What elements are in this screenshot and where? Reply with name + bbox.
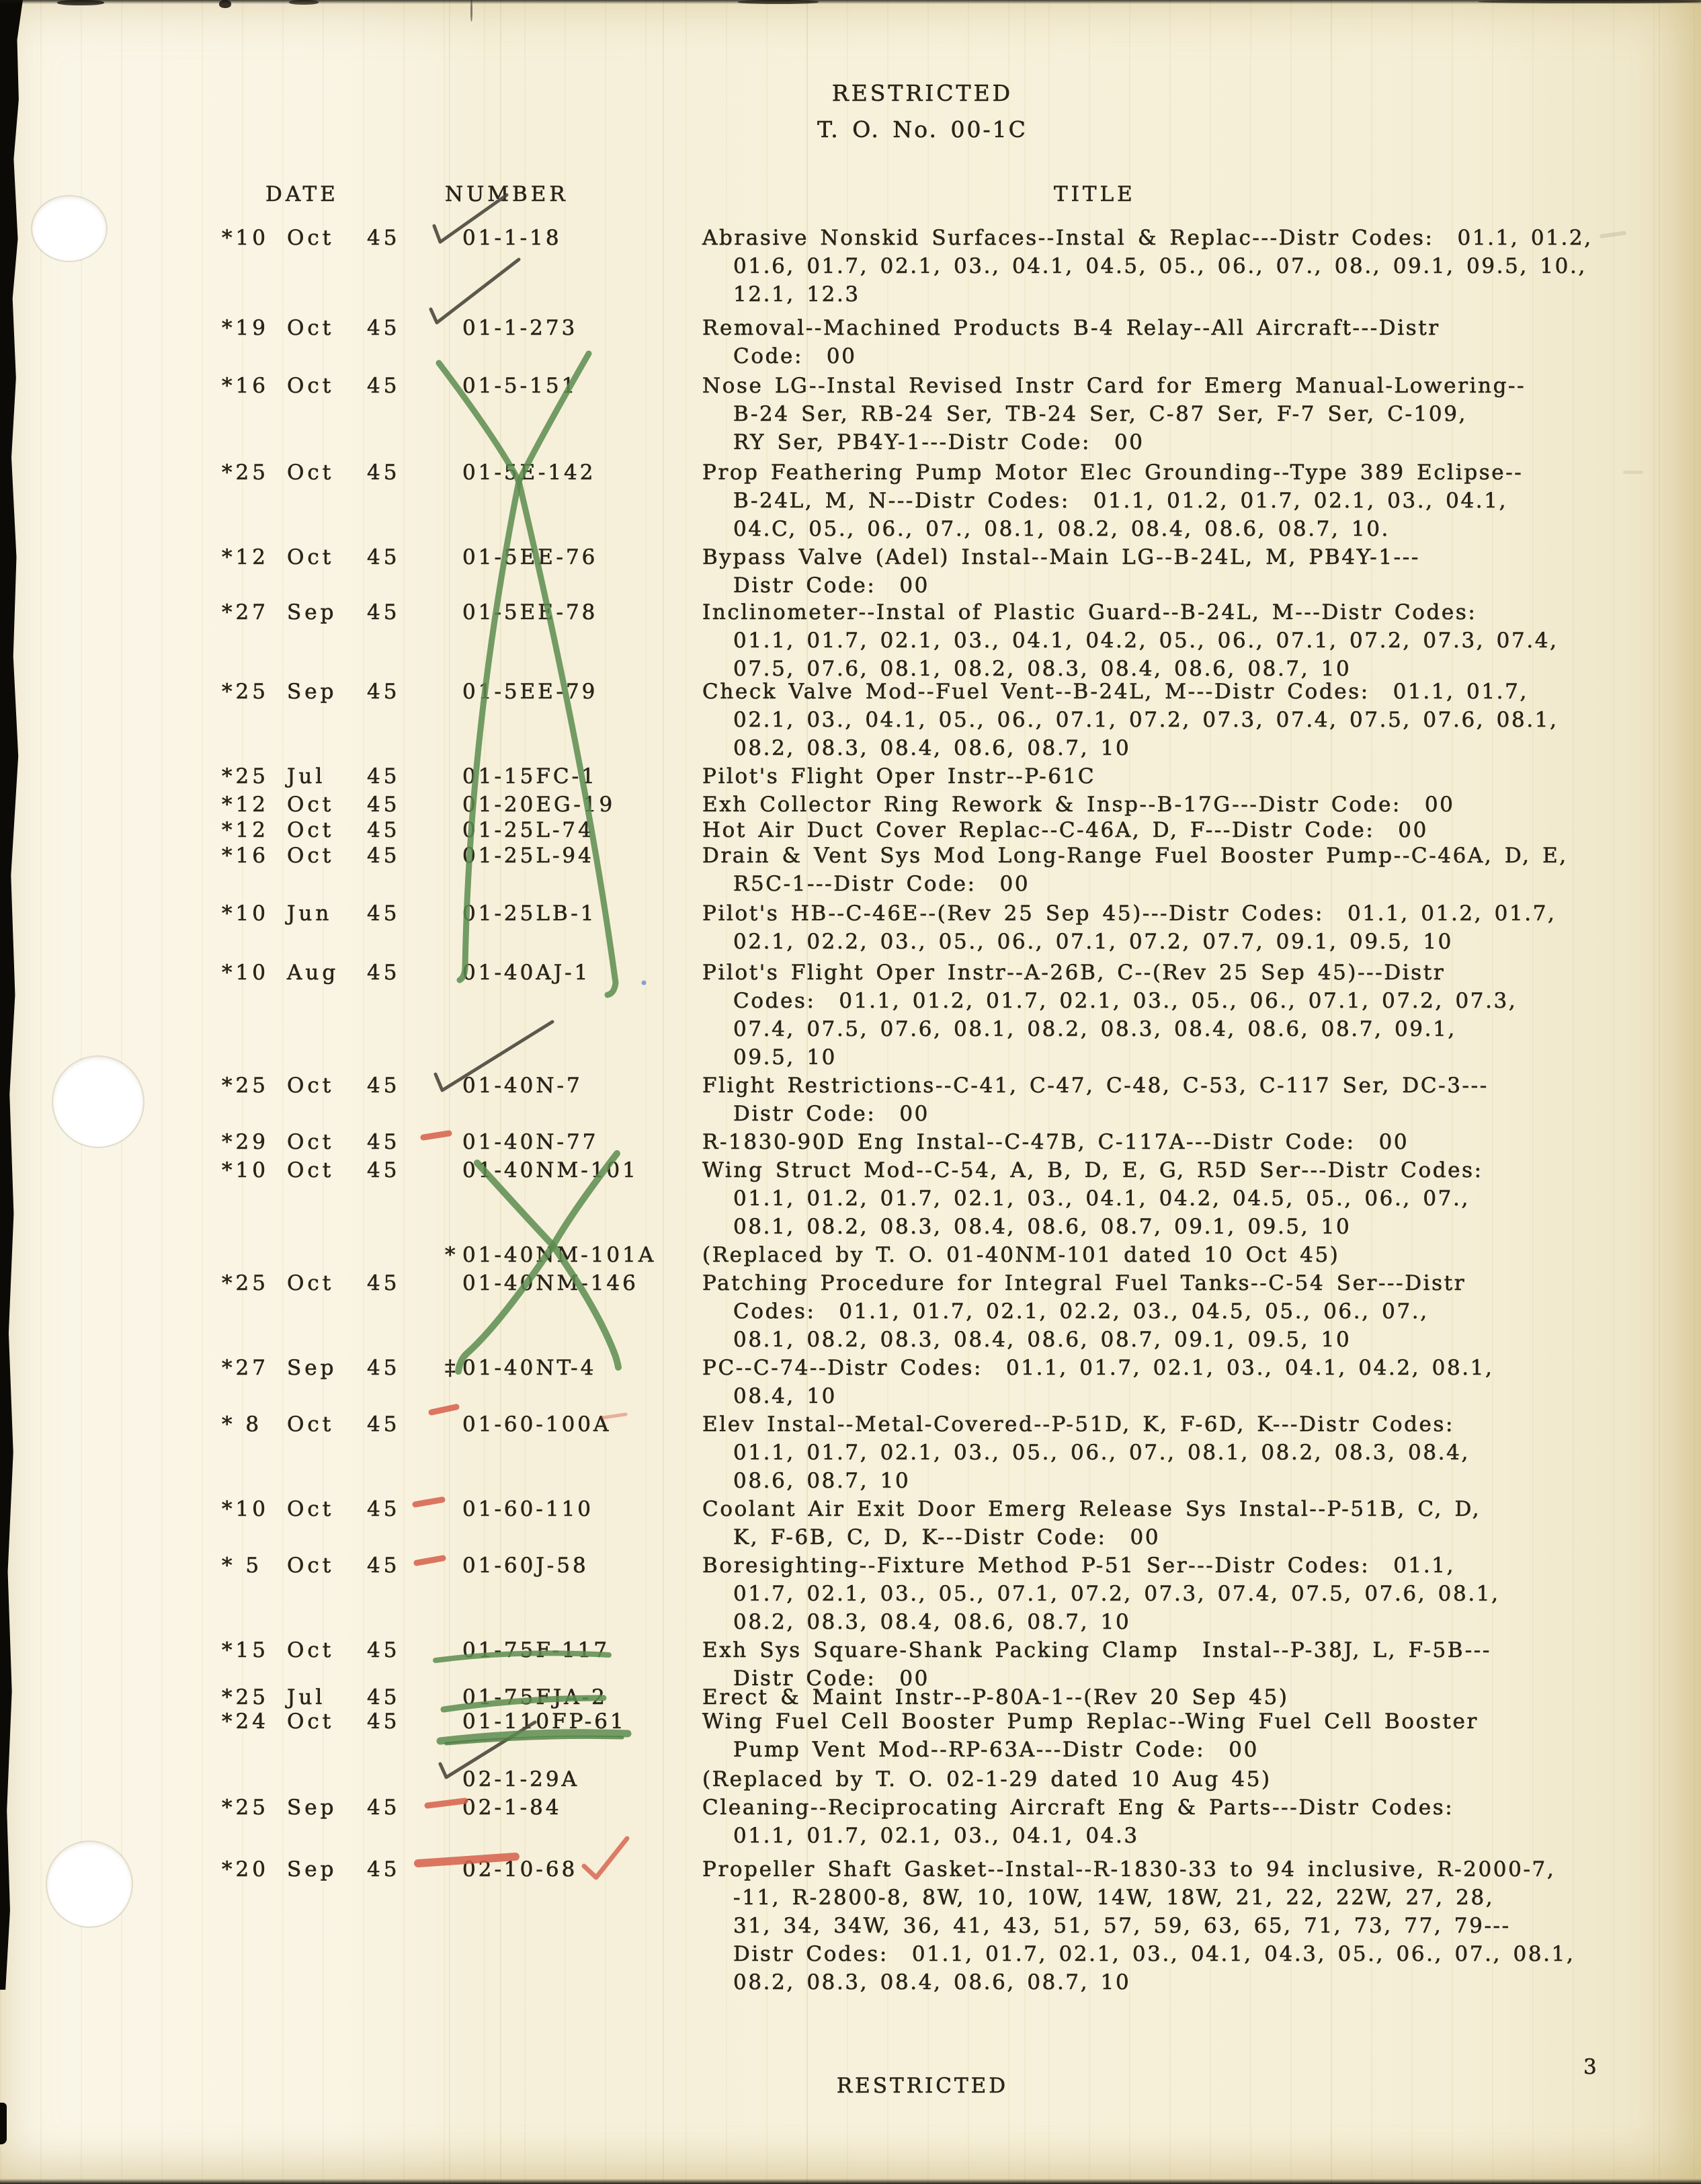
entry-title [702, 224, 1593, 309]
entry-date-day: *25 [222, 1685, 269, 1709]
entry-title-line: 08.2, 08.3, 08.4, 08.6, 08.7, 10 [733, 1970, 1131, 1994]
entry-title-line: 01.1, 01.7, 02.1, 03., 05., 06., 07., 08.1, 08.2, 08.3, 08.4, [733, 1441, 1470, 1465]
entry-to-number: 01-15FC-1 [462, 764, 597, 788]
scan-edge-blob [470, 0, 472, 22]
entry-date-year: 45 [367, 460, 401, 485]
entry-date-day: *25 [222, 1795, 269, 1820]
entry-title [702, 372, 1526, 456]
entry-title-line: Codes: 01.1, 01.7, 02.1, 02.2, 03., 04.5, 05., 06., 07., [733, 1299, 1429, 1324]
entry-date-month: Oct [287, 1130, 335, 1154]
entry-title-line: Exh Sys Square-Shank Packing Clamp Instal--P-38J, L, F-5B--- [702, 1638, 1491, 1662]
entry-title-line: Codes: 01.1, 01.2, 01.7, 02.1, 03., 05., 06., 07.1, 07.2, 07.3, [733, 989, 1518, 1013]
entry-date-year: 45 [367, 961, 401, 985]
entry-title-line: Wing Struct Mod--C-54, A, B, D, E, G, R5D Ser---Distr Codes: [702, 1158, 1483, 1182]
entry-title-line: 02.1, 02.2, 03., 05., 06., 07.1, 07.2, 07.7, 09.1, 09.5, 10 [733, 930, 1453, 954]
entry-title-line: Propeller Shaft Gasket--Instal--R-1830-33 to 94 inclusive, R-2000-7, [702, 1857, 1556, 1882]
entry-date-month: Aug [287, 961, 339, 985]
entry-date-day: *15 [222, 1638, 269, 1662]
entry-date-year: 45 [367, 818, 401, 842]
entry-date-year: 45 [367, 374, 401, 398]
entry-to-number: 01-40N-77 [462, 1130, 599, 1154]
entry-title [702, 762, 1095, 791]
entry-title [702, 1793, 1454, 1850]
entry-title-line: Elev Instal--Metal-Covered--P-51D, K, F-6D, K---Distr Codes: [702, 1412, 1455, 1437]
entry-to-number: 01-75F-117 [462, 1638, 610, 1662]
entry-date-year: 45 [367, 1553, 401, 1578]
entry-title-line: 01.6, 01.7, 02.1, 03., 04.1, 04.5, 05., 06., 07., 08., 09.1, 09.5, 10., [733, 254, 1587, 278]
entry-date-month: Oct [287, 1638, 335, 1662]
entry-date-month: Jul [287, 764, 326, 788]
pencil-smudge [1623, 471, 1643, 474]
entry-title-line: 07.4, 07.5, 07.6, 08.1, 08.2, 08.3, 08.4, 08.6, 08.7, 09.1, [733, 1017, 1456, 1041]
entry-to-number: 01-1-273 [462, 316, 578, 340]
entry-title-line: 08.1, 08.2, 08.3, 08.4, 08.6, 08.7, 09.1, 09.5, 10 [733, 1215, 1352, 1239]
entry-date-day: *12 [222, 818, 269, 842]
entry-date-day: *27 [222, 1356, 269, 1380]
entry-title-line: 12.1, 12.3 [733, 282, 860, 307]
entry-title [702, 1707, 1479, 1764]
entry-date-day: *29 [222, 1130, 269, 1154]
entry-date-year: 45 [367, 545, 401, 569]
entry-title [702, 314, 1440, 370]
entry-to-number: 01-5EE-79 [462, 680, 598, 704]
entry-title [702, 1156, 1483, 1241]
entry-date-year: 45 [367, 844, 401, 868]
entry-date-month: Oct [287, 1412, 335, 1437]
entry-to-number [445, 1354, 597, 1382]
entry-date-year: 45 [367, 1158, 401, 1182]
entry-title-line: 01.1, 01.2, 01.7, 02.1, 03., 04.1, 04.2, 04.5, 05., 06., 07., [733, 1186, 1470, 1211]
entry-title-line: Distr Codes: 01.1, 01.7, 02.1, 03., 04.1, 04.3, 05., 06., 07., 08.1, [733, 1942, 1575, 1966]
entry-title-line: -11, R-2800-8, 8W, 10, 10W, 14W, 18W, 21, 22, 22W, 27, 28, [733, 1886, 1495, 1910]
double-dagger-prefix: ‡ [445, 1356, 456, 1380]
entry-date-year: 45 [367, 226, 401, 250]
entry-title [702, 899, 1557, 956]
column-header-number: NUMBER [445, 182, 569, 206]
entry-title-line: 07.5, 07.6, 08.1, 08.2, 08.3, 08.4, 08.6, 08.7, 10 [733, 657, 1352, 681]
entry-title [702, 816, 1428, 844]
entry-date-day: *25 [222, 764, 269, 788]
entry-date-year: 45 [367, 1685, 401, 1709]
entry-date-day: *20 [222, 1857, 269, 1882]
entry-date-day: *27 [222, 600, 269, 624]
entry-to-number: 01-60J-58 [462, 1553, 589, 1578]
entry-date-day: *16 [222, 374, 269, 398]
entry-to-number: 01-60-100A [462, 1412, 612, 1437]
entry-date-day: *12 [222, 545, 269, 569]
entry-date-month: Oct [287, 1158, 335, 1182]
entry-to-number: 01-60-110 [462, 1497, 594, 1521]
entry-date-day: *19 [222, 316, 269, 340]
entry-title-line: 08.2, 08.3, 08.4, 08.6, 08.7, 10 [733, 1610, 1131, 1634]
entry-title-line: K, F-6B, C, D, K---Distr Code: 00 [733, 1525, 1161, 1549]
entry-title-line: 31, 34, 34W, 36, 41, 43, 51, 57, 59, 63, 65, 71, 73, 77, 79--- [733, 1914, 1511, 1938]
entry-title-line: 01.1, 01.7, 02.1, 03., 04.1, 04.2, 05., 06., 07.1, 07.2, 07.3, 07.4, [733, 629, 1559, 653]
entry-title-line: 01.7, 02.1, 03., 05., 07.1, 07.2, 07.3, 07.4, 07.5, 07.6, 08.1, [733, 1582, 1500, 1606]
entry-title-line: Distr Code: 00 [733, 1666, 929, 1691]
entry-title-line: Exh Collector Ring Rework & Insp--B-17G---Distr Code: 00 [702, 793, 1455, 817]
entry-date-year: 45 [367, 793, 401, 817]
entry-date-year: 45 [367, 1412, 401, 1437]
entry-title-line: Pilot's Flight Oper Instr--A-26B, C--(Rev 25 Sep 45)---Distr [702, 961, 1446, 985]
entry-title-line: Pilot's Flight Oper Instr--P-61C [702, 764, 1096, 788]
entry-title [702, 678, 1559, 762]
entry-title-line: Coolant Air Exit Door Emerg Release Sys Instal--P-51B, C, D, [702, 1497, 1481, 1521]
entry-title [702, 959, 1517, 1071]
entry-date-day: *10 [222, 1497, 269, 1521]
entry-date-year: 45 [367, 600, 401, 624]
classification-footer: RESTRICTED [836, 2074, 1009, 2098]
scan-edge-blob [289, 0, 319, 5]
entry-date-day: *25 [222, 1074, 269, 1098]
entry-date-year: 45 [367, 1074, 401, 1098]
column-header-title: TITLE [1054, 182, 1136, 206]
column-header-date: DATE [265, 182, 339, 206]
page-number: 3 [1583, 2055, 1599, 2079]
entry-title-line: Wing Fuel Cell Booster Pump Replac--Wing Fuel Cell Booster [702, 1709, 1479, 1734]
entry-title-line: Pilot's HB--C-46E--(Rev 25 Sep 45)---Distr Codes: 01.1, 01.2, 01.7, [702, 901, 1557, 926]
entry-title-line: B-24L, M, N---Distr Codes: 01.1, 01.2, 01.7, 02.1, 03., 04.1, [733, 489, 1508, 513]
entry-title-line: 08.4, 10 [733, 1384, 837, 1408]
entry-title-line: Drain & Vent Sys Mod Long-Range Fuel Booster Pump--C-46A, D, E, [702, 844, 1568, 868]
entry-title-line: R5C-1---Distr Code: 00 [733, 872, 1030, 896]
entry-title-line: RY Ser, PB4Y-1---Distr Code: 00 [733, 430, 1145, 454]
entry-title-line: Distr Code: 00 [733, 1102, 929, 1126]
entry-to-number: 01-5EE-76 [462, 545, 598, 569]
entry-date-day: *16 [222, 844, 269, 868]
entry-title-line: Pump Vent Mod--RP-63A---Distr Code: 00 [733, 1738, 1259, 1762]
scan-edge-blob [738, 0, 819, 4]
entry-number-text: 01-40NM-101A [462, 1243, 657, 1267]
entry-date-year: 45 [367, 1638, 401, 1662]
entry-date-year: 45 [367, 1130, 401, 1154]
entry-title-line: (Replaced by T. O. 02-1-29 dated 10 Aug 45) [702, 1767, 1272, 1791]
entry-date-month: Oct [287, 226, 335, 250]
entry-to-number: 01-5E-142 [462, 460, 596, 485]
entry-to-number: 01-40NM-101 [462, 1158, 638, 1182]
entry-date-day: *10 [222, 226, 269, 250]
entry-title-line: (Replaced by T. O. 01-40NM-101 dated 10 Oct 45) [702, 1243, 1340, 1267]
entry-date-year: 45 [367, 316, 401, 340]
scan-edge-blob [219, 0, 231, 8]
classification-header: RESTRICTED [831, 80, 1013, 106]
scan-edge-blob [1479, 0, 1701, 3]
entry-date-day: *25 [222, 460, 269, 485]
entry-to-number: 01-5EE-78 [462, 600, 598, 624]
entry-title [702, 1551, 1500, 1636]
entry-to-number: 01-5-151 [462, 374, 578, 398]
entry-title [702, 1495, 1481, 1551]
entry-title-line: Boresighting--Fixture Method P-51 Ser---Distr Codes: 01.1, [702, 1553, 1456, 1578]
entry-title-line: 01.1, 01.7, 02.1, 03., 04.1, 04.3 [733, 1824, 1139, 1848]
entry-title-line: R-1830-90D Eng Instal--C-47B, C-117A---Distr Code: 00 [702, 1130, 1409, 1154]
entry-date-day: *10 [222, 1158, 269, 1182]
entry-title-line: Code: 00 [733, 344, 857, 368]
entry-title-line: Patching Procedure for Integral Fuel Tanks--C-54 Ser---Distr [702, 1271, 1466, 1295]
entry-to-number: 01-75FJA-2 [462, 1685, 608, 1709]
entry-date-day: * 8 [222, 1412, 263, 1437]
entry-title-line: Flight Restrictions--C-41, C-47, C-48, C-53, C-117 Ser, DC-3--- [702, 1074, 1489, 1098]
entry-title [702, 1410, 1470, 1495]
entry-date-month: Oct [287, 460, 335, 485]
entry-to-number: 01-20EG-19 [462, 793, 616, 817]
entry-date-month: Sep [287, 1356, 337, 1380]
entry-date-day: *25 [222, 680, 269, 704]
entry-to-number: 02-1-29A [462, 1767, 579, 1791]
entry-to-number: 01-110FP-61 [462, 1709, 626, 1734]
entry-to-number: 01-25LB-1 [462, 901, 597, 926]
entry-date-month: Sep [287, 680, 337, 704]
entry-date-month: Sep [287, 1857, 337, 1882]
entry-date-year: 45 [367, 901, 401, 926]
entry-to-number: 01-40N-7 [462, 1074, 583, 1098]
entry-date-day: *12 [222, 793, 269, 817]
entry-to-number: 01-25L-94 [462, 844, 594, 868]
entry-date-month: Oct [287, 793, 335, 817]
entry-title-line: Bypass Valve (Adel) Instal--Main LG--B-24L, M, PB4Y-1--- [702, 545, 1420, 569]
entry-to-number: 02-1-84 [462, 1795, 562, 1820]
entry-date-day: *25 [222, 1271, 269, 1295]
entry-title-line: Hot Air Duct Cover Replac--C-46A, D, F---Distr Code: 00 [702, 818, 1428, 842]
entry-date-year: 45 [367, 1795, 401, 1820]
technical-order-number: T. O. No. 00-1C [817, 116, 1028, 143]
scan-edge-blob [57, 0, 104, 5]
entry-date-year: 45 [367, 1271, 401, 1295]
entry-title [702, 1354, 1494, 1410]
entry-date-month: Jul [287, 1685, 326, 1709]
entry-date-month: Oct [287, 1074, 335, 1098]
entry-title [702, 1765, 1272, 1793]
entry-date-year: 45 [367, 1497, 401, 1521]
entry-title-line: Prop Feathering Pump Motor Elec Grounding--Type 389 Eclipse-- [702, 460, 1524, 485]
entry-to-number: 02-10-68 [462, 1857, 578, 1882]
scan-edge-bottom [0, 2179, 1701, 2184]
entry-title-line: Erect & Maint Instr--P-80A-1--(Rev 20 Sep 45) [702, 1685, 1289, 1709]
entry-date-year: 45 [367, 1356, 401, 1380]
entry-date-month: Oct [287, 374, 335, 398]
entry-title-line: PC--C-74--Distr Codes: 01.1, 01.7, 02.1, 03., 04.1, 04.2, 08.1, [702, 1356, 1494, 1380]
entry-title-line: Check Valve Mod--Fuel Vent--B-24L, M---Distr Codes: 01.1, 01.7, [702, 680, 1528, 704]
entry-title-line: Inclinometer--Instal of Plastic Guard--B-24L, M---Distr Codes: [702, 600, 1477, 624]
entry-title-line: Cleaning--Reciprocating Aircraft Eng & Parts---Distr Codes: [702, 1795, 1454, 1820]
scan-edge-top [0, 0, 1701, 4]
entry-title [702, 1855, 1575, 1996]
entry-date-month: Oct [287, 1271, 335, 1295]
entry-title-line: 08.1, 08.2, 08.3, 08.4, 08.6, 08.7, 09.1, 09.5, 10 [733, 1328, 1352, 1352]
entry-date-day: *10 [222, 961, 269, 985]
entry-date-year: 45 [367, 764, 401, 788]
entry-to-number: 01-40NM-146 [462, 1271, 638, 1295]
entry-title [702, 791, 1455, 819]
entry-to-number: 01-1-18 [462, 226, 562, 250]
entry-title [702, 598, 1559, 683]
entry-date-day: *10 [222, 901, 269, 926]
entry-date-month: Oct [287, 1497, 335, 1521]
entry-title-line: 09.5, 10 [733, 1045, 837, 1069]
entry-title [702, 1269, 1466, 1354]
entry-number-text: 01-40NT-4 [462, 1356, 597, 1380]
entry-date-day: * 5 [222, 1553, 263, 1578]
entry-date-month: Oct [287, 818, 335, 842]
entry-title [702, 458, 1523, 543]
asterisk-prefix: * [445, 1243, 456, 1267]
entry-date-year: 45 [367, 680, 401, 704]
entry-title-line: 02.1, 03., 04.1, 05., 06., 07.1, 07.2, 07.3, 07.4, 07.5, 07.6, 08.1, [733, 708, 1559, 732]
entry-to-number: 01-40AJ-1 [462, 961, 591, 985]
entry-title [702, 1241, 1339, 1269]
entry-date-month: Jun [287, 901, 333, 926]
entry-title-line: Removal--Machined Products B-4 Relay--All Aircraft---Distr [702, 316, 1440, 340]
entry-title-line: Nose LG--Instal Revised Instr Card for Emerg Manual-Lowering-- [702, 374, 1526, 398]
entry-title-line: 04.C, 05., 06., 07., 08.1, 08.2, 08.4, 08.6, 08.7, 10. [733, 517, 1391, 541]
entry-date-year: 45 [367, 1709, 401, 1734]
entry-title [702, 842, 1568, 898]
entry-date-month: Oct [287, 844, 335, 868]
entry-title-line: Abrasive Nonskid Surfaces--Instal & Replac---Distr Codes: 01.1, 01.2, [702, 226, 1593, 250]
scan-torn-notch [0, 2103, 7, 2144]
entry-title-line: Distr Code: 00 [733, 573, 929, 598]
entry-title [702, 1128, 1409, 1156]
entry-date-month: Oct [287, 1553, 335, 1578]
entry-date-day: *24 [222, 1709, 269, 1734]
entry-title-line: B-24 Ser, RB-24 Ser, TB-24 Ser, C-87 Ser, F-7 Ser, C-109, [733, 402, 1468, 426]
entry-title [702, 1071, 1489, 1128]
entry-title-line: 08.6, 08.7, 10 [733, 1469, 911, 1493]
entry-date-month: Oct [287, 545, 335, 569]
entry-date-year: 45 [367, 1857, 401, 1882]
entry-title-line: 08.2, 08.3, 08.4, 08.6, 08.7, 10 [733, 736, 1131, 760]
entry-date-month: Sep [287, 600, 337, 624]
entry-to-number: 01-25L-74 [462, 818, 594, 842]
entry-title [702, 543, 1420, 600]
entry-date-month: Sep [287, 1795, 337, 1820]
entry-date-month: Oct [287, 316, 335, 340]
entry-date-month: Oct [287, 1709, 335, 1734]
entry-to-number [445, 1241, 657, 1269]
